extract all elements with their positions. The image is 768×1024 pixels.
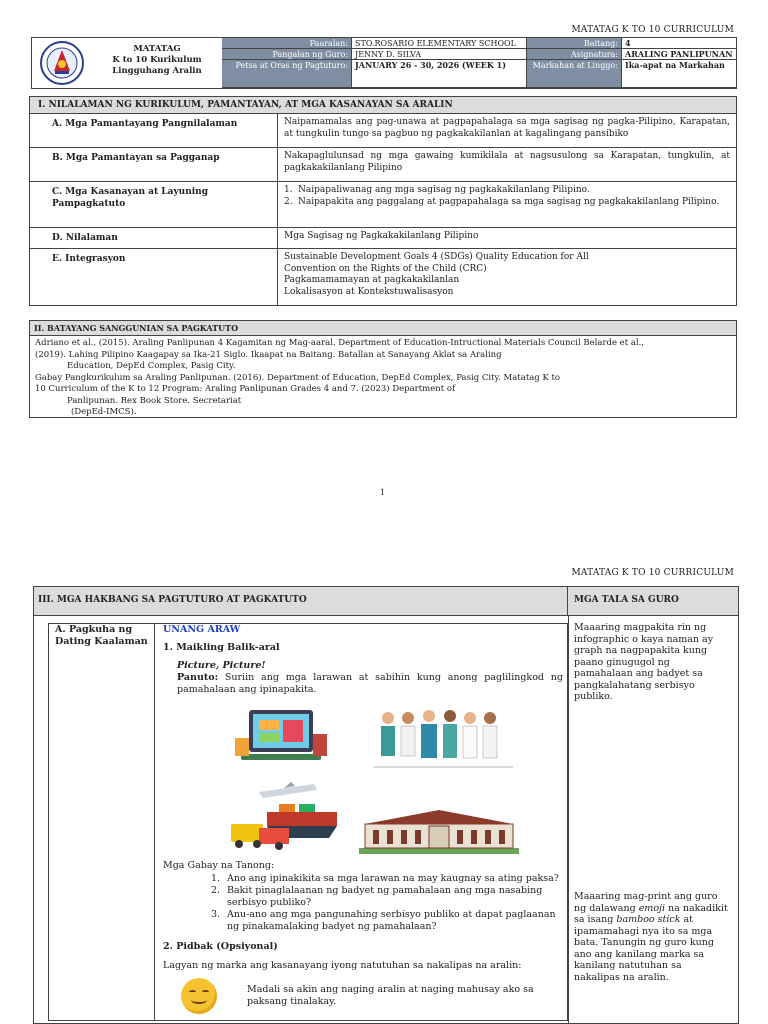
activity-block (163, 660, 563, 696)
curriculum-tag-2: MATATAG K TO 10 CURRICULUM (571, 568, 734, 578)
item-pidbak: 2. Pidbak (Opsiyonal) (163, 941, 278, 952)
guide-questions (163, 860, 563, 933)
integrasyon-line: Sustainable Development Goals 4 (SDGs) Quality Education for All (284, 252, 589, 262)
guro-value: JENNY D. SILVA (352, 49, 527, 60)
page-number: 1 (380, 488, 386, 497)
row-value: 1. Naipapaliwanag ang mga sagisag ng pagkakakilanlang Pilipino. 2. Naipapakita ang paggalang at pagpapahalaga sa mga sagisag ng pagkakakilanlang Pilipino. (278, 182, 736, 227)
integrasyon-line: Lokalisasyon at Kontekstuwalisasyon (284, 286, 454, 297)
steps-header: III. MGA HAKBANG SA PAGTUTURO AT PAGKATUTO (34, 587, 568, 616)
header-table (31, 37, 737, 89)
row-value: Nakapaglulunsad ng mga gawaing kumikilala at nagsusulong sa Karapatan, tungkulin, at pagkakakilanlang Pilipino (284, 151, 730, 173)
baitang-value: 4 (622, 38, 737, 49)
step-content (163, 624, 563, 1014)
computer-education-image (231, 704, 331, 768)
government-building-image (359, 808, 519, 854)
header-fields (222, 38, 737, 88)
gabay-title: Mga Gabay na Tanong: (163, 860, 275, 871)
deped-seal-icon (40, 41, 84, 85)
list-item: Naipapaliwanag ang mga sagisag ng pagkakakilanlang Pilipino. (298, 185, 590, 195)
row-nilalaman (30, 228, 736, 249)
row-label: D. Nilalaman (30, 228, 278, 248)
health-workers-image (373, 704, 513, 772)
emoji-row (163, 978, 563, 1014)
reference-line: 10 Curriculum of the K to 12 Program: Araling Panlipunan Grades 4 and 7. (2023) Department of (35, 384, 456, 394)
day-label: UNANG ARAW (163, 624, 241, 635)
reference-line: Education, DepEd Complex, Pasig City. (67, 361, 236, 371)
step-label: A. Pagkuha ng Dating Kaalaman (55, 624, 148, 647)
guro-label: Pangalan ng Guro: (222, 49, 352, 60)
curriculum-tag: MATATAG K TO 10 CURRICULUM (571, 25, 734, 35)
question-item: Bakit pinaglalaanan ng badyet ng pamahalaan ang mga nasabing serbisyo publiko? (227, 885, 543, 908)
teacher-note-1: Maaaring magpakita rin ng infographic o kaya naman ay graph na nagpapakita kung paano ginugugol ng pamahalaan ang badyet sa pangkalahatang serbisyo publiko. (574, 622, 714, 702)
section-curriculum (29, 96, 737, 306)
title-line-3: Lingguhang Aralin (112, 66, 202, 76)
paaralan-value: STO.ROSARIO ELEMENTARY SCHOOL (352, 38, 527, 49)
asignatura-value: ARALING PANLIPUNAN (622, 49, 737, 60)
smiley-emoji-icon (181, 978, 217, 1014)
deped-seal (32, 38, 92, 88)
section-steps (33, 586, 739, 1024)
title-line-1: MATATAG (133, 44, 181, 54)
picture-grid (163, 700, 563, 860)
panuto-text: Suriin ang mga larawan at sabihin kung anong paglilingkod ng pamahalaan ang ipinapakita. (177, 672, 563, 695)
petsa-label: Petsa at Oras ng Pagtuturo: (222, 60, 352, 88)
integrasyon-line: Pagkamamamayan at pagkakakilanlan (284, 275, 460, 285)
row-label: C. Mga Kasanayan at Layuning Pampagkatuto (30, 182, 278, 227)
lesson-title-block (92, 38, 222, 88)
emoji-description: Madali sa akin ang naging aralin at naging mahusay ako sa paksang tinalakay. (247, 984, 534, 1007)
row-label: A. Mga Pamantayang Pangnilalaman (30, 114, 278, 147)
reference-line: Gabay Pangkurikulum sa Araling Panlipunan. (2016). Department of Education, DepEd Complex, Pasig City. Matatag K to (35, 372, 561, 383)
section-1-title: I. NILALAMAN NG KURIKULUM, PAMANTAYAN, AT MGA KASANAYAN SA ARALIN (30, 97, 736, 114)
teacher-note-2: Maaaring mag-print ang guro ng dalawang emoji na nakadikit sa isang bamboo stick at ipamamahagi nya ito sa mga bata. Tanungin ng guro kung ano ang kanilang marka sa kanilang natutuhan sa nakalipas na aralin. (574, 891, 728, 983)
row-pamantayang-pangnilalaman (30, 114, 736, 148)
item-balik-aral: 1. Maikling Balik-aral (163, 642, 280, 653)
paaralan-label: Paaralan: (222, 38, 352, 49)
pidbak-text: Lagyan ng marka ang kasanayang iyong natutuhan sa nakalipas na aralin: (163, 960, 522, 971)
notes-header: MGA TALA SA GURO (574, 595, 679, 605)
row-integrasyon (30, 249, 736, 305)
reference-line: Adriano et al., (2015). Araling Panlipunan 4 Kagamitan ng Mag-aaral. Department of Education-Intructional Materials Council Belarde et al., (35, 338, 645, 348)
baitang-label: Baitang: (527, 38, 622, 49)
markahan-label: Markahan at Linggo: (527, 60, 622, 88)
integrasyon-line: Convention on the Rights of the Child (CRC) (284, 263, 487, 274)
row-value: Naipamamalas ang pag-unawa at pagpapahalaga sa mga sagisag ng pagka-Pilipino, Karapatan, at tungkulin tungo sa pagbuo ng pagkakakilanlan at kagalingang pansibiko (284, 117, 730, 139)
row-value (278, 249, 736, 305)
reference-line: (2019). Lahing Pilipino Kaagapay sa Ika-21 Siglo. Ikaapat na Baitang. Batallan at Sanayang Aklat sa Araling (35, 349, 502, 360)
markahan-value: Ika-apat na Markahan (622, 60, 737, 88)
question-list: 1. Ano ang ipinakikita sa mga larawan na may kaugnay sa ating paksa? 2. Bakit pinaglalaanan ng badyet ng pamahalaan ang mga nasabing serbisyo publiko? 3. Anu-ano ang mga pangunahing serbisyo publiko at dapat paglaanan ng pinakamalaking badyet ng pamahalaan? (163, 873, 563, 933)
section-2-title: II. BATAYANG SANGGUNIAN SA PAGKATUTO (30, 321, 736, 336)
question-item: Ano ang ipinakikita sa mga larawan na may kaugnay sa ating paksa? (227, 873, 559, 884)
row-value: Mga Sagisag ng Pagkakakilanlang Pilipino (284, 231, 479, 241)
reference-line: (DepEd-IMCS). (71, 407, 137, 417)
step-block (48, 623, 568, 1021)
title-line-2: K to 10 Kurikulum (112, 55, 202, 65)
section-references (29, 320, 737, 418)
activity-title: Picture, Picture! (177, 660, 266, 671)
question-item: Anu-ano ang mga pangunahing serbisyo publiko at dapat paglaanan ng pinakamalaking badyet ng pamahalaan? (227, 909, 556, 932)
row-kasanayan (30, 182, 736, 228)
asignatura-label: Asignatura: (527, 49, 622, 60)
row-pamantayan-pagganap (30, 148, 736, 182)
row-label: E. Integrasyon (30, 249, 278, 305)
row-label: B. Mga Pamantayan sa Pagganap (30, 148, 278, 181)
reference-line: Panlipunan. Rex Book Store. Secretariat (67, 395, 242, 406)
panuto-label: Panuto: (177, 672, 219, 683)
transportation-image (229, 782, 339, 852)
petsa-value: JANUARY 26 - 30, 2026 (WEEK 1) (352, 60, 527, 88)
list-item: Naipapakita ang paggalang at pagpapahalaga sa mga sagisag ng pagkakakilanlang Pilipino. (298, 196, 720, 207)
references-text (30, 336, 736, 421)
